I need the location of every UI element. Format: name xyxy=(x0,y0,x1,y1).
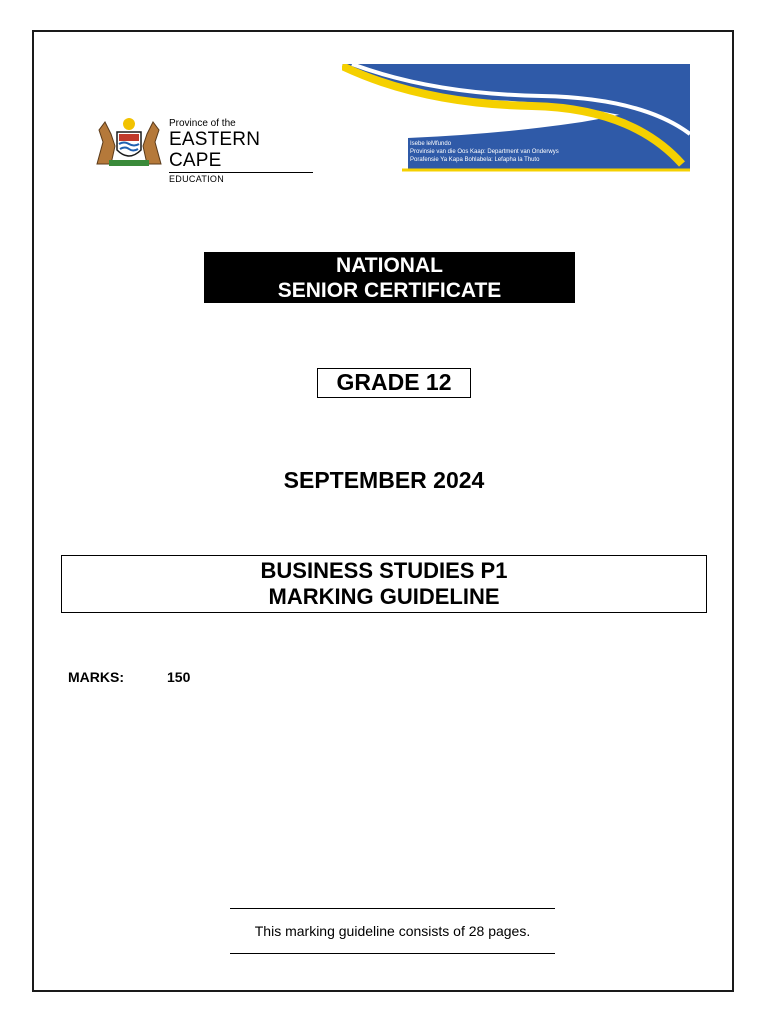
banner-line-3: Porafensie Ya Kapa Bohlabela: Lefapha la Thuto xyxy=(410,157,540,163)
eastern-cape-logo xyxy=(93,112,313,184)
certificate-title-line-1: NATIONAL xyxy=(336,254,443,277)
marks-label: MARKS: xyxy=(68,669,124,685)
footer-bottom-rule xyxy=(230,953,555,954)
subject-box xyxy=(61,555,707,613)
banner-line-1: Isebe leMfundo xyxy=(410,141,452,147)
grade-label: GRADE 12 xyxy=(317,368,471,398)
subject-title: BUSINESS STUDIES P1 xyxy=(260,558,508,583)
exam-date: SEPTEMBER 2024 xyxy=(283,467,485,493)
page-count-note: This marking guideline consists of 28 pages. xyxy=(254,923,531,939)
document-type: MARKING GUIDELINE xyxy=(268,584,500,609)
logo-department: EDUCATION xyxy=(169,174,225,184)
logo-province-text: Province of the xyxy=(169,118,236,129)
page-border xyxy=(32,30,734,992)
logo-province-name: EASTERN CAPE xyxy=(169,129,313,173)
department-banner xyxy=(342,64,690,172)
banner-line-2: Provinsie van die Oos Kaap: Department van Onderwys xyxy=(410,149,559,155)
footer-top-rule xyxy=(230,908,555,909)
marks-value: 150 xyxy=(167,669,191,685)
certificate-title-line-2: SENIOR CERTIFICATE xyxy=(277,279,502,302)
certificate-title-box xyxy=(204,252,575,303)
coat-of-arms-icon xyxy=(93,112,165,170)
